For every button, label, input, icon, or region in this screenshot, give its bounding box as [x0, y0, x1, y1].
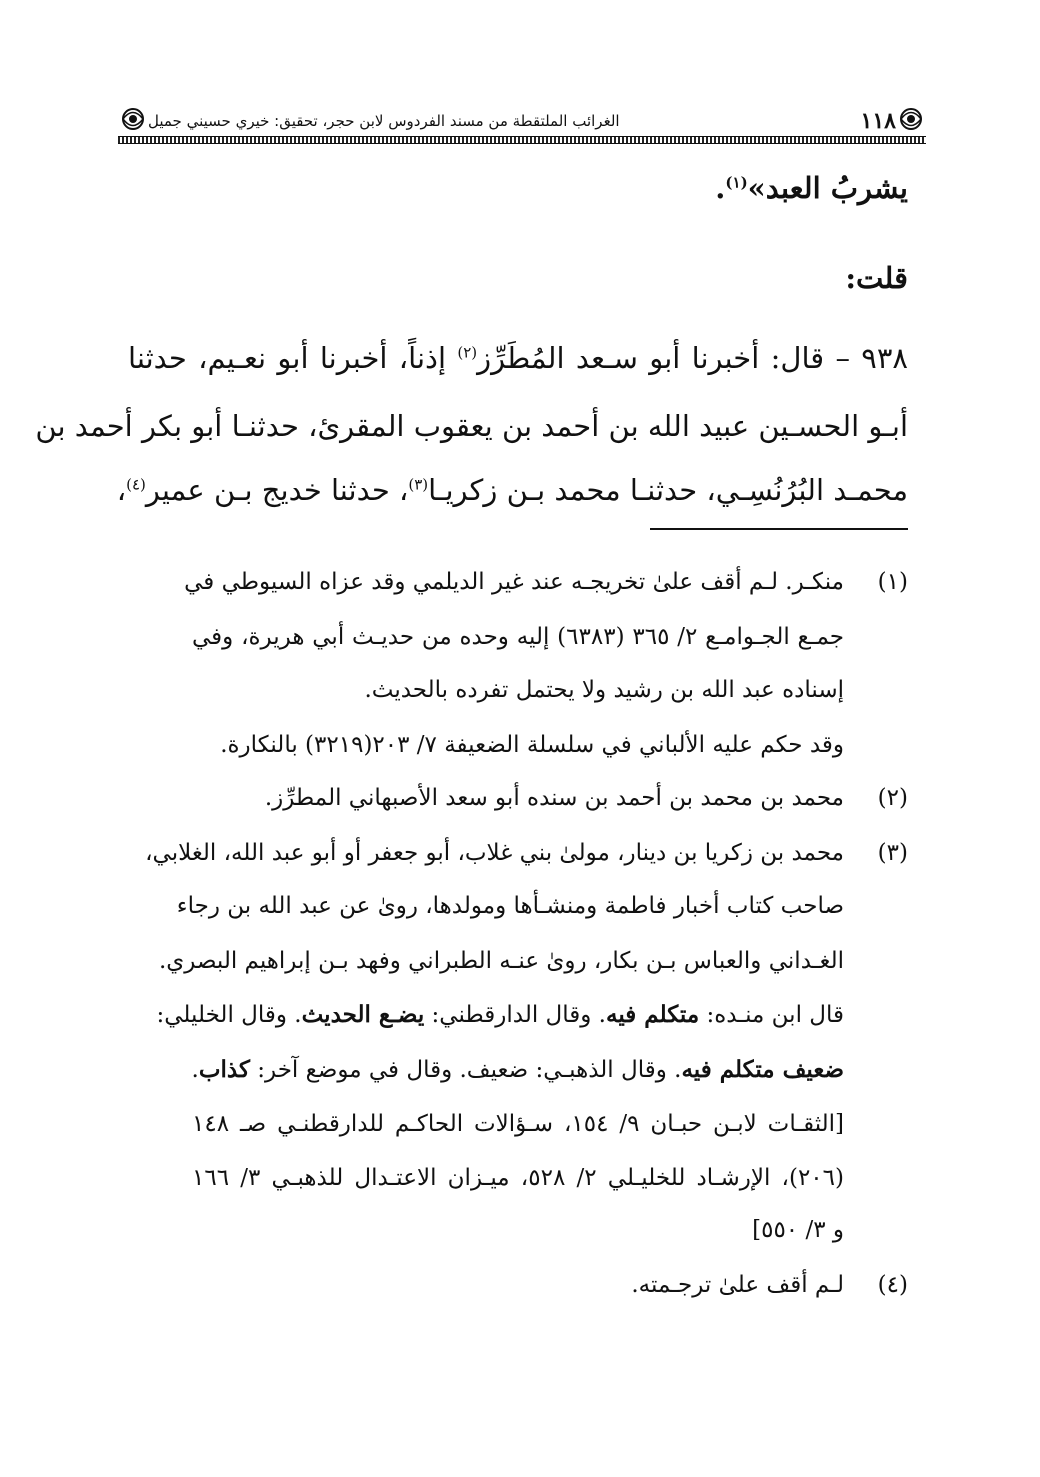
- ornament-right-icon: [896, 104, 926, 134]
- footnote-2-number: (٢): [877, 785, 908, 811]
- footnote-1-line-3: إسناده عبد الله بن رشيد ولا يحتمل تفرده بالحديث.: [364, 677, 844, 703]
- footnote-3-line-1: محمد بن زكريا بن دينار، مولىٰ بني غلاب، أبو جعفر أو أبو عبد الله، الغلابي،: [145, 840, 844, 866]
- footnote-3-line-8: و ٣/ ٥٥٠]: [752, 1217, 844, 1243]
- footnote-1-line-2: جمـع الجـوامـع ٢/ ٣٦٥ (٦٣٨٣) إليه وحده من حديـث أبي هريرة، وفي: [192, 624, 845, 650]
- page-header: [118, 98, 926, 144]
- main-line-1: يشربُ العبد»$^{(١)}$.: [715, 171, 908, 205]
- footnote-ref-3: (٣): [408, 475, 429, 494]
- quote-mutakallam-fihi: متكلم فيه: [606, 1001, 700, 1028]
- header-rule: [118, 136, 926, 144]
- hadith-938-line-1: ٩٣٨ – قال: أخبرنا أبو سـعد المُطَرِّز$^{(٢)}$ إذناً، أخبرنا أبو نعـيم، حدثنا: [128, 341, 909, 375]
- quote-kadhdhab: كذاب: [198, 1056, 250, 1083]
- footnote-ref-1: (١): [725, 173, 748, 192]
- running-title: الغرائب الملتقطة من مسند الفردوس لابن حجر، تحقيق: خيري حسيني جميل: [148, 112, 620, 130]
- footnote-3-line-4: قال ابن منـده: متكلم فيه. وقال الدارقطني: يضـع الحديث. وقال الخليلي:: [156, 1001, 844, 1028]
- footnote-4-number: (٤): [877, 1272, 908, 1298]
- quote-daif-mutakallam: ضعيف متكلم فيه: [681, 1056, 844, 1083]
- footnote-3-number: (٣): [877, 840, 908, 866]
- ornament-left-icon: [118, 104, 148, 134]
- footnote-3-line-2: صاحب كتاب أخبار فاطمة ومنشـأها ومولدها، روىٰ عن عبد الله بن رجاء: [176, 893, 844, 919]
- footnote-1-number: (١): [877, 569, 908, 595]
- hadith-938-line-2: أبـو الحسـين عبيد الله بن أحمد بن يعقوب المقرئ، حدثنـا أبو بكر أحمد بن: [35, 409, 908, 443]
- footnote-3-line-3: الغـداني والعباس بـن بكار، روىٰ عنـه الطبراني وفهد بـن إبراهيم البصري.: [158, 948, 844, 974]
- footnote-separator: [650, 528, 908, 530]
- footnote-4-line-1: لـم أقف علىٰ ترجـمته.: [631, 1272, 844, 1298]
- footnote-ref-4: (٤): [126, 475, 146, 494]
- qult-heading: قلت:: [845, 261, 908, 295]
- hadith-938-line-3: محمـد البُرُنُسِـي، حدثنـا محمد بـن زكريـا$^{(٣)}$، حدثنا خديج بـن عمير$^{(٤)}$،: [116, 473, 908, 507]
- footnote-3-line-7: (٢٠٦)، الإرشـاد للخليـلي ٢/ ٥٢٨، ميـزان الاعتـدال للذهبـي ٣/ ١٦٦: [192, 1165, 844, 1191]
- footnote-3-line-6: [الثقـات لابـن حبـان ٩/ ١٥٤، سـؤالات الحاكـم للدارقطنـي صـ ١٤٨: [192, 1111, 845, 1137]
- page-number: ١١٨: [860, 108, 896, 134]
- footnote-2-line-1: محمد بن محمد بن أحمد بن سنده أبو سعد الأصبهاني المطرِّز.: [264, 785, 844, 811]
- quote-yada-al-hadith: يضـع الحديث: [301, 1001, 425, 1028]
- footnote-1-line-1: منكـر. لـم أقف علىٰ تخريجـه عند غير الديلمي وقد عزاه السيوطي في: [184, 569, 844, 595]
- footnote-ref-2: (٢): [457, 343, 478, 362]
- footnote-3-line-5: ضعيف متكلم فيه. وقال الذهبـي: ضعيف. وقال في موضع آخر: كذاب.: [191, 1056, 844, 1083]
- footnote-1-line-4: وقد حكم عليه الألباني في سلسلة الضعيفة ٧/ ٢٠٣(٣٢١٩) بالنكارة.: [220, 732, 844, 758]
